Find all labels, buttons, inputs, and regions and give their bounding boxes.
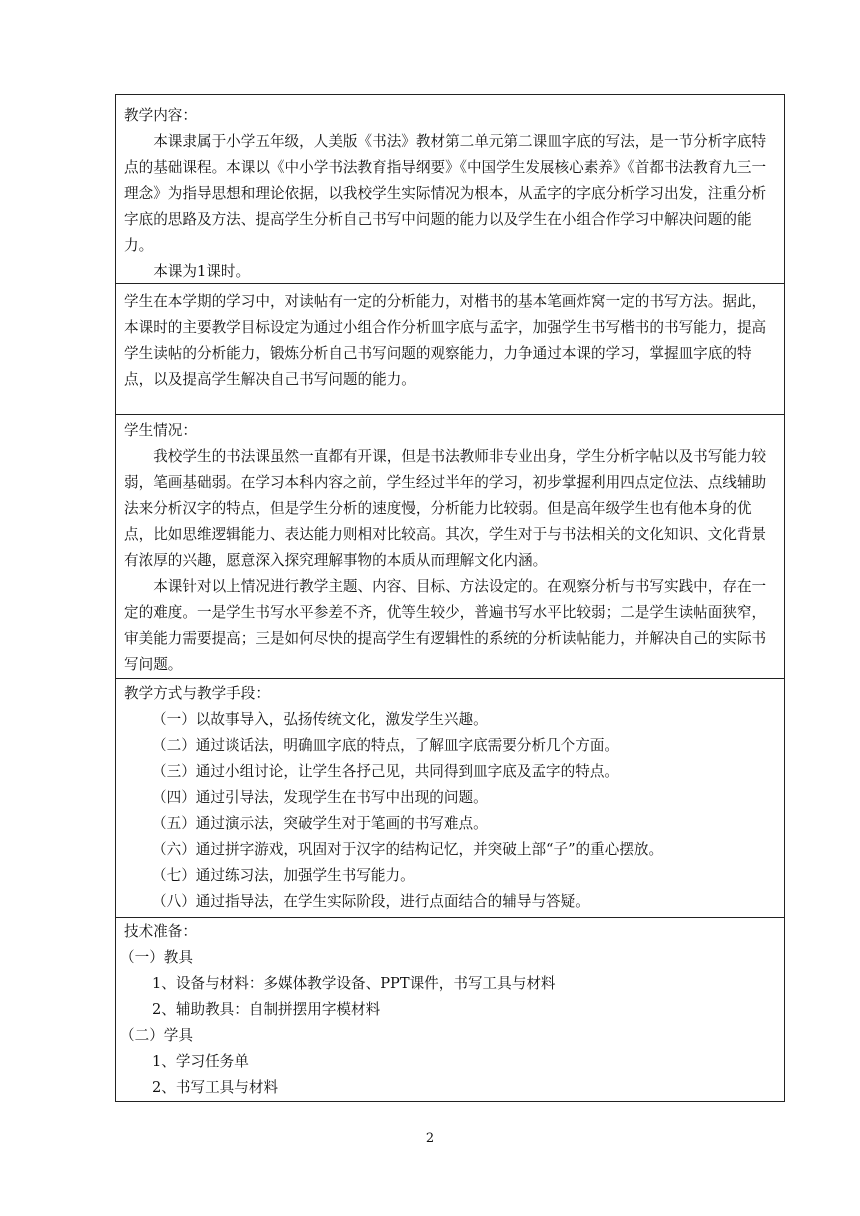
tech-item: 2、书写工具与材料 [152, 1079, 279, 1096]
method-item: （八）通过指导法，在学生实际阶段，进行点面结合的辅导与答疑。 [152, 893, 590, 910]
students-section [124, 418, 778, 678]
method-item: （二）通过谈话法，明确皿字底的特点，了解皿字底需要分析几个方面。 [152, 737, 620, 754]
method-item: （四）通过引导法，发现学生在书写中出现的问题。 [152, 789, 488, 806]
tech-item: 1、设备与材料：多媒体教学设备、PPT课件，书写工具与材料 [152, 975, 556, 992]
row-divider [116, 678, 784, 679]
method-item: （一）以故事导入，弘扬传统文化，激发学生兴趣。 [152, 711, 488, 728]
tech-item: 1、学习任务单 [152, 1053, 249, 1070]
tech-group-2-list [124, 1049, 778, 1101]
objectives-section [124, 289, 778, 393]
content-heading: 教学内容： [124, 107, 197, 124]
students-heading: 学生情况： [124, 422, 197, 439]
tech-item: 2、辅助教具：自制拼摆用字模材料 [152, 1001, 381, 1018]
tech-group-title: （一）教具 [120, 949, 193, 966]
tech-group-title: （二）学具 [120, 1027, 193, 1044]
methods-heading: 教学方式与教学手段： [124, 685, 270, 702]
row-divider [116, 414, 784, 415]
content-paragraph-1: 本课隶属于小学五年级，人美版《书法》教材第二单元第二课皿字底的写法，是一节分析字底特点的基础课程。本课以《中小学书法教育指导纲要》《中国学生发展核心素养》《首都书法教育九三一理念》为指导思想和理论依据，以我校学生实际情况为根本，从孟字的字底分析学习出发，注重分析字底的思路及方法、提高学生分析自己书写中问题的能力以及学生在小组合作学习中解决问题的能力。 [124, 133, 767, 254]
lesson-plan-table [115, 94, 785, 1102]
method-item: （七）通过练习法，加强学生书写能力。 [152, 867, 415, 884]
methods-section [124, 681, 778, 915]
method-item: （五）通过演示法，突破学生对于笔画的书写难点。 [152, 815, 488, 832]
method-item: （六）通过拼字游戏，巩固对于汉字的结构记忆，并突破上部“子”的重心摆放。 [152, 841, 664, 858]
students-paragraph-2: 本课针对以上情况进行教学主题、内容、目标、方法设定的。在观察分析与书写实践中，存在一定的难度。一是学生书写水平参差不齐，优等生较少，普遍书写水平比较弱；二是学生读帖面狭窄，审美能力需要提高；三是如何尽快的提高学生有逻辑性的系统的分析读帖能力，并解决自己的实际书写问题。 [124, 578, 767, 673]
students-paragraph-1: 我校学生的书法课虽然一直都有开课，但是书法教师非专业出身，学生分析字帖以及书写能力较弱，笔画基础弱。在学习本科内容之前，学生经过半年的学习，初步掌握利用四点定位法、点线辅助法来分析汉字的特点，但是学生分析的速度慢，分析能力比较弱。但是高年级学生也有他本身的优点，比如思维逻辑能力、表达能力则相对比较高。其次，学生对于与书法相关的文化知识、文化背景有浓厚的兴趣，愿意深入探究理解事物的本质从而理解文化内涵。 [124, 448, 767, 569]
methods-list [124, 707, 778, 915]
page-number: 2 [425, 1131, 435, 1146]
content-paragraph-2: 本课为1课时。 [153, 263, 251, 280]
method-item: （三）通过小组讨论，让学生各抒己见，共同得到皿字底及孟字的特点。 [152, 763, 620, 780]
objectives-paragraph: 学生在本学期的学习中，对读帖有一定的分析能力，对楷书的基本笔画炸窝一定的书写方法。据此，本课时的主要教学目标设定为通过小组合作分析皿字底与孟字，加强学生书写楷书的书写能力，提高学生读帖的分析能力，锻炼分析自己书写问题的观察能力，力争通过本课的学习，掌握皿字底的特点，以及提高学生解决自己书写问题的能力。 [124, 293, 767, 388]
content-section [124, 103, 778, 285]
row-divider [116, 283, 784, 284]
tech-section [120, 919, 778, 1101]
row-divider [116, 917, 784, 918]
tech-heading: 技术准备： [124, 923, 197, 940]
tech-group-1-list [124, 971, 778, 1023]
